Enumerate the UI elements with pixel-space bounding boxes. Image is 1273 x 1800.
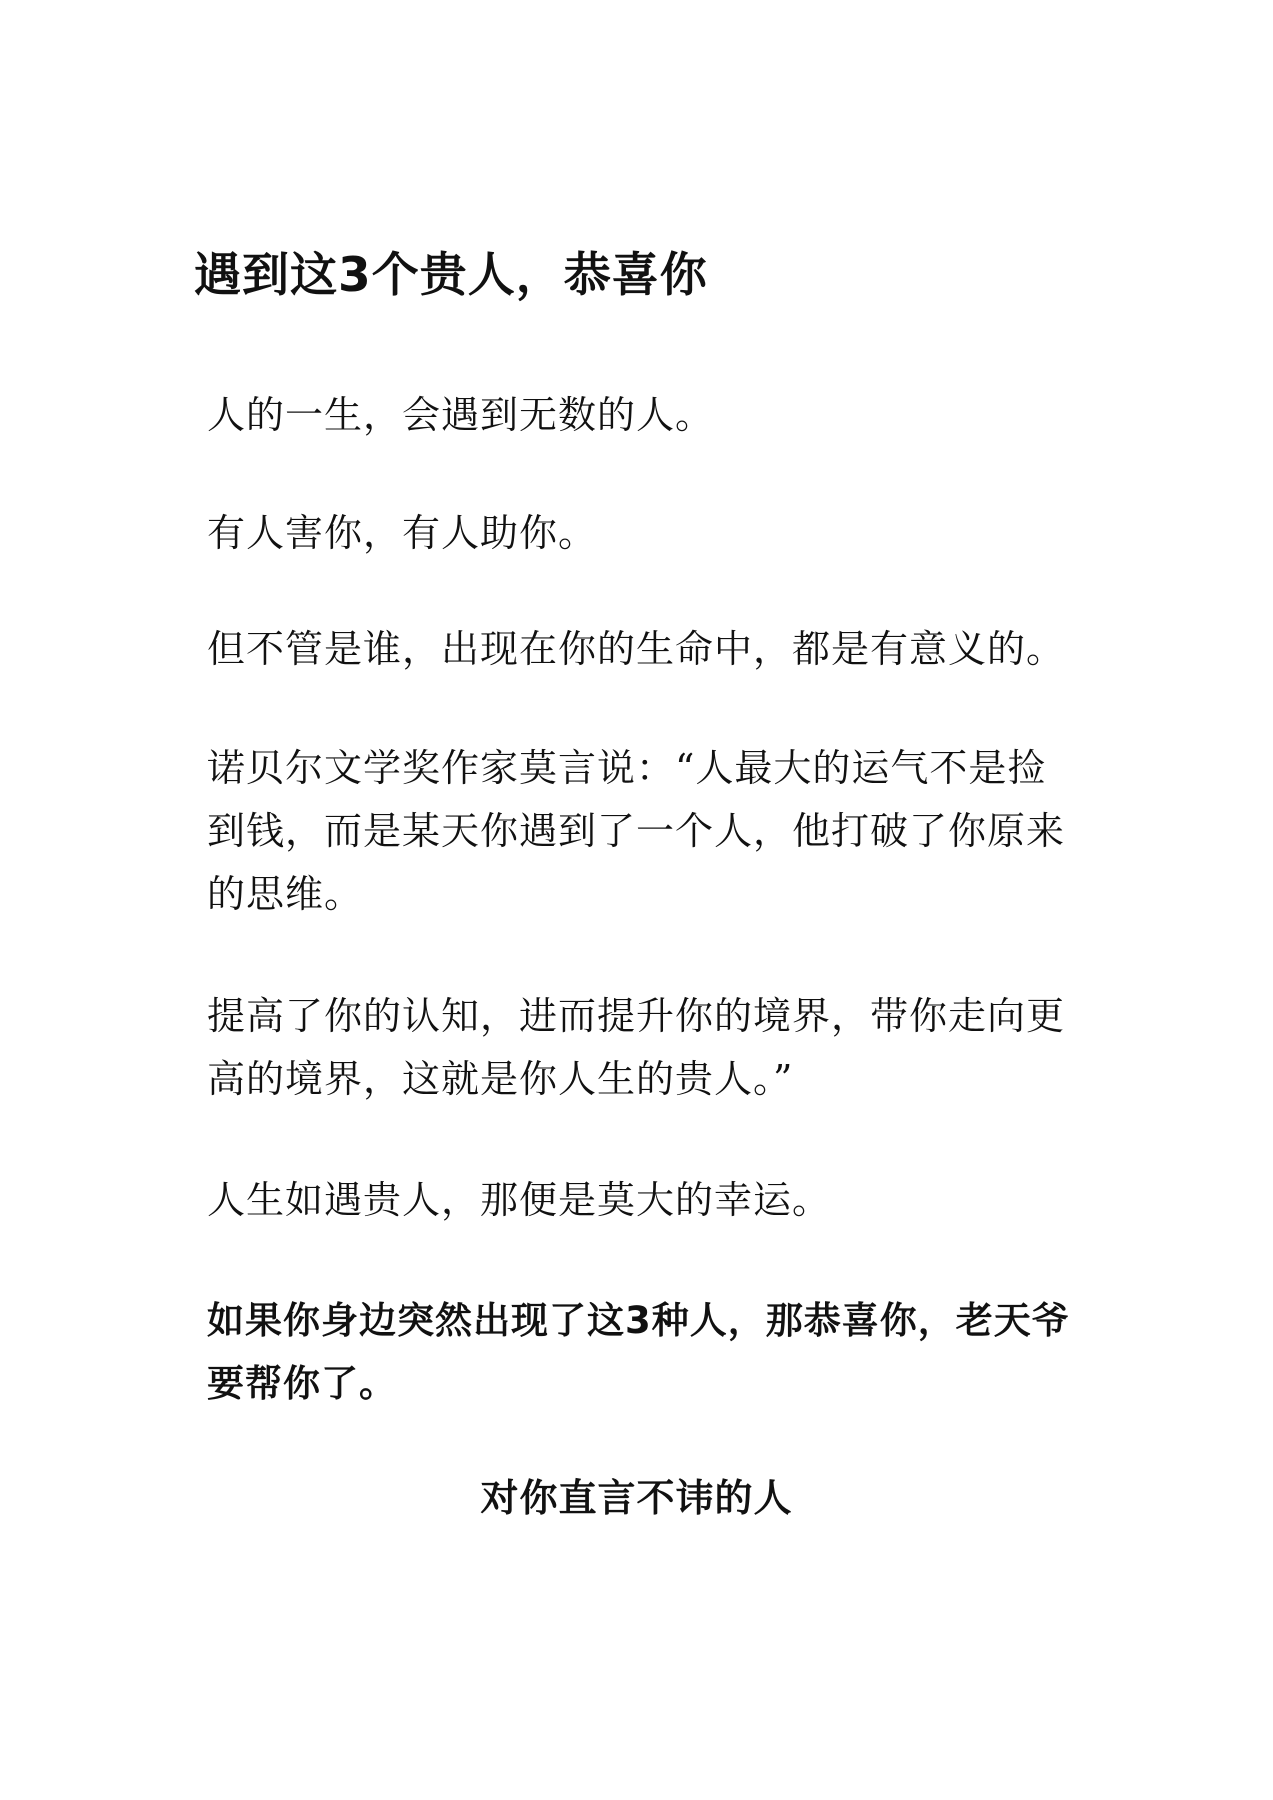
paragraph-6: 人生如遇贵人，那便是莫大的幸运。 [207,1178,832,1222]
paragraph-1: 人的一生，会遇到无数的人。 [207,393,715,437]
paragraph-4-quote: 诺贝尔文学奖作家莫言说：“人最大的运气不是捡到钱，而是某天你遇到了一个人，他打破了你原来的思维。 [207,746,1066,916]
paragraph-3: 但不管是谁，出现在你的生命中，都是有意义的。 [207,627,1066,671]
emphasis-paragraph: 如果你身边突然出现了这3种人，那恭喜你，老天爷要帮你了。 [207,1299,1070,1405]
article-title: 遇到这3个贵人，恭喜你 [194,248,708,303]
paragraph-5-quote-end: 提高了你的认知，进而提升你的境界，带你走向更高的境界，这就是你人生的贵人。” [207,994,1066,1101]
section-heading: 对你直言不讳的人 [480,1476,793,1520]
paragraph-2: 有人害你，有人助你。 [207,511,598,555]
